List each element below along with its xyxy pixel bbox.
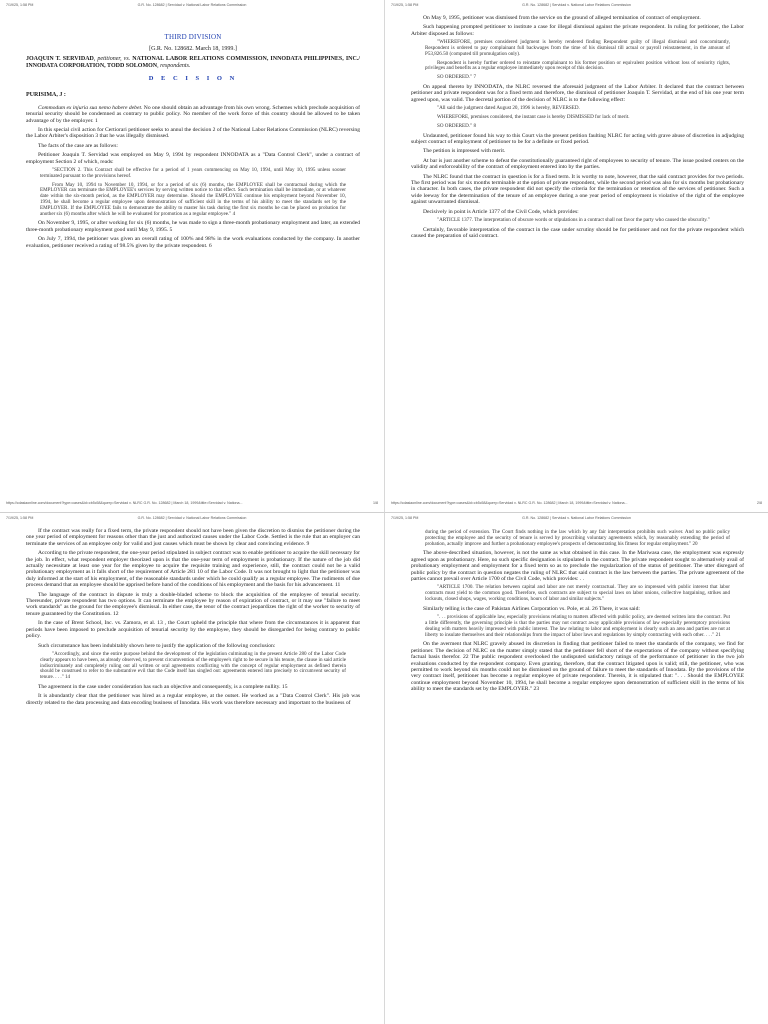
page-header bbox=[6, 516, 378, 524]
paragraph: According to the private respondent, the one-year period stipulated in subject contract was to enable petitioner to acquire the skill necessary for the job. In effect, what respondent employer theorized upon is that the one-year term of employment is probationary. If the nature of the job did actually necessitate at least one year for the employee to acquire the requisite training and experience, still, the contract could not be a valid probationary employment as it falls short of the requirement of Article 281 10 of the Labor Code. It was not brought to light that the petitioner was duly informed at the start of his employment, of the reasonable standards under which he could qualify as a regular employee. The rudiments of due process demand that an employee should be apprised before hand of the conditions of his employment and the basis for his advancement. 11 bbox=[26, 550, 360, 589]
paragraph: The facts of the case are as follows: bbox=[38, 142, 118, 149]
page-header bbox=[391, 516, 762, 524]
document-page-4 bbox=[384, 512, 768, 1024]
header-timestamp: 7/19/25, 1:58 PM bbox=[6, 3, 34, 7]
page-content bbox=[411, 528, 744, 1024]
page-footer bbox=[6, 501, 378, 509]
paragraph: If the contract was really for a fixed term, the private respondent should not have been given the discretion to dismiss the petitioner during the one year period of employment for reasons other than the just and authorized causes under the Labor Code. Settled is the rule that an employer can terminate the services of an employee only for valid and just causes which must be shown by clear and convincing evidence. 9 bbox=[26, 528, 360, 547]
block-quote: ". . . provisions of applicable law, especially provisions relating to matters affected with public policy, are deemed written into the contract. Put a little differently, the governing principle is that the parties may not contract away applicable provisions of law especially peremptory provisions dealing with matters heavily impressed with public interest. The law relating to labor and employment is clearly such an area and parties are not at liberty to insulate themselves and their relationships from the impact of labor laws and regulations by simply contracting with each other. . . ." 21 bbox=[425, 614, 730, 638]
block-quote: WHEREFORE, premises considered, the instant case is hereby DISMISSED for lack of merit. bbox=[437, 114, 630, 121]
paragraph: Undaunted, petitioner found his way to this Court via the present petition faulting NLRC for acting with grave abuse of discretion in adjudging subject contract of employment of petitioner to be for a definite or fixed period. bbox=[411, 132, 744, 146]
block-quote: From May 10, 1994 to November 10, 1994, or for a period of six (6) months, the EMPLOYEE shall be contractual during which the EMPLOYER can terminate the EMPLOYEE's services by serving written notice to that effect. Such termination shall be immediate, or at whatever date within the six-month period, as the EMPLOYER may determine. Should the EMPLOYEE continue his employment beyond November 10, 1994, he shall become a regular employee upon demonstration of sufficient skill in the terms of his ability to meet the standards set by the EMPLOYER. If the EMPLOYEE fails to demonstrate the ability to master his task during the first six months he can be placed on probation for another six (6) months after which he will be evaluated for promotion as a regular employee." 4 bbox=[40, 181, 346, 217]
paragraph: The language of the contract in dispute is truly a double-bladed scheme to block the acquisition of the employee of tenurial security. Thereunder, private respondent has two options. It can terminate the employee by reason of expiration of contract, or it may use "failure to meet work standards" as the ground for the employee's dismissal. In either case, the tenor of the contract jeopardizes the right of the worker to security of tenure guaranteed by the Constitution. 12 bbox=[26, 591, 360, 617]
paragraph: Certainly, favorable interpretation of the contract in the case under scrutiny should be for petitioner and not for the private respondent which caused the preparation of said contract. bbox=[411, 226, 744, 240]
block-quote: "SECTION 2. This Contract shall be effective for a period of 1 years commencing on May 10, 1994, until May 10, 1995 unless sooner terminated pursuant to the provisions hereof. bbox=[40, 167, 346, 179]
page-content bbox=[411, 15, 744, 498]
page-header bbox=[391, 3, 762, 11]
latin-maxim: Commodum ex injuria sua nemo habere debet. bbox=[38, 104, 143, 111]
paragraph: Commodum ex injuria sua nemo habere debet. No one should obtain an advantage from his own wrong. Schemes which preclude acquisition of tenurial security should be condemned as contrary to public policy. No member of the work force of this country should be allowed to be taken advantage of by the employer. 1 bbox=[26, 104, 360, 124]
paragraph: On appeal thereto by INNODATA, the NLRC reversed the aforesaid judgment of the Labor Arbiter. It declared that the contract between petitioner and private respondent was for a fixed term and therefore, the dismissal of petitioner Joaquin T. Servidad, at the end of his one year term agreed upon, was valid. The decretal portion of the decision of NLRC is to the following effect: bbox=[411, 84, 744, 103]
page-content bbox=[26, 15, 360, 498]
paragraph: Petitioner Joaquin T. Servidad was employed on May 9, 1994 by respondent INNODATA as a "Data Control Clerk", under a contract of employment Section 2 of which, reads: bbox=[26, 152, 360, 165]
ponente: PURISIMA, J : bbox=[26, 92, 66, 99]
block-quote: SO ORDERED." 7 bbox=[437, 74, 477, 81]
paragraph: In this special civil action for Certiorari petitioner seeks to annul the decision 2 of the National Labor Relations Commission (NLRC) reversing the Labor Arbiter's disposition 3 that he was illegally dismissed. bbox=[26, 127, 360, 140]
block-quote: during the period of extension. The Court finds nothing in the law which by any fair interpretation prohibits such waiver. And no public policy protecting the employee and the security of tenure is served by proscribing voluntary agreements which, by reasonably extending the period of probation, actually improve and further a probationary employee's prospects of demonstrating his fitness for regular employment." 20 bbox=[425, 529, 730, 547]
document-page-3 bbox=[0, 512, 384, 1024]
respondents-label: , respondents. bbox=[157, 63, 191, 70]
paragraph: Similarly telling is the case of Pakistan Airlines Corporation vs. Pole, et al. 26 There, it was said: bbox=[423, 605, 640, 612]
header-title: G.R. No. 128682 | Servidad v. National Labor Relations Commission bbox=[522, 516, 631, 520]
page-footer bbox=[391, 501, 762, 509]
header-title: G.R. No. 128682 | Servidad v. National Labor Relations Commission bbox=[522, 3, 631, 7]
block-quote: "ARTICLE 1377. The interpretation of obscure words or stipulations in a contract shall not favor the party who caused the obscurity." bbox=[437, 217, 710, 224]
document-page-2 bbox=[384, 0, 768, 512]
paragraph: On May 9, 1995, petitioner was dismissed from the service on the ground of alleged termination of contract of employment. bbox=[423, 15, 701, 21]
case-parties bbox=[26, 56, 360, 70]
paragraph: At bar is just another scheme to defeat the constitutionally guaranteed right of employees to security of tenure. The issue posited centers on the validity and enforceability of the contract of employment entered into by the parties. bbox=[411, 157, 744, 171]
block-quote: "ARTICLE 1700. The relation between capital and labor are not merely contractual. They are so impressed with public interest that labor contracts must yield to the common good. Therefore, such contracts are subject to special laws on labor unions, collective bargaining, strikes and lockouts, closed shops, wages, working conditions, hours of labor and similar subjects." bbox=[425, 584, 730, 603]
paragraph: Such circumstance has been indubitably shown here to justify the application of the following conclusion: bbox=[38, 642, 276, 649]
page-number: 1/8 bbox=[373, 501, 378, 505]
page-content bbox=[26, 528, 360, 1024]
paragraph: On July 7, 1994, the petitioner was given an overall rating of 100% and 98% in the work evaluations conducted by the company. In another evaluation, petitioner received a rating of 98.5% given by the private respondent. 6 bbox=[26, 236, 360, 249]
paragraph: Such happening prompted petitioner to institute a case for illegal dismissal against the private respondent. In ruling for petitioner, the Labor Arbiter disposed as follows: bbox=[411, 24, 744, 37]
header-timestamp: 7/19/25, 1:58 PM bbox=[391, 3, 419, 7]
block-quote: "All said the judgment dated August 20, 1996 is hereby, REVERSED. bbox=[437, 105, 580, 112]
paragraph: The agreement in the case under consideration has such an objective and consequently, is a complete nullity. 15 bbox=[38, 683, 288, 690]
paragraph: It is abundantly clear that the petitioner was hired as a regular employee, at the outset. He worked as a "Data Control Clerk". His job was directly related to the data processing and data encoding business of Innodata. His work was therefore necessary and important to the business of bbox=[26, 693, 360, 706]
page-number: 2/8 bbox=[757, 501, 762, 505]
block-quote: Respondent is hereby further ordered to reinstate complainant to his former position or equivalent position without loss of seniority rights, privileges and benefits as a regular employee immediately upon receipt of this decision. bbox=[425, 59, 730, 72]
header-timestamp: 7/19/25, 1:58 PM bbox=[6, 516, 34, 520]
header-timestamp: 7/19/25, 1:58 PM bbox=[391, 516, 419, 520]
petitioner-name: JOAQUIN T. SERVIDAD bbox=[26, 56, 94, 63]
block-quote: "WHEREFORE, premises considered judgment is hereby rendered finding Respondent guilty of illegal dismissal and concomitantly, Respondent is ordered to pay complainant full backwages from the time of his dismissal till actual or payroll reinstatement, in the amount of P53,826.50 (computed till promulgation only). bbox=[425, 39, 730, 57]
paragraph: On the averment that NLRC gravely abused its discretion in finding that petitioner failed to meet the standards of the company, we find for petitioner. The decision of NLRC on the matter simply stated that the petitioner fell short of the expectations of the company without specifying factual basis therefor. 22 The public respondent overlooked the undisputed satisfactory ratings of the performance of petitioner in the two job evaluations conducted by the respondent company. Even granting, therefore, that the contract litigated upon is valid; still, the petitioner, who was permitted to work beyond six months could not be dismissed on the ground of failure to meet the standards of Innodata. By the provisions of the very contract itself, petitioner has become a regular employee of private respondent. Therein, it is stipulated that: ". . . Should the EMPLOYEE continue employment beyond November 10, 1994, he shall become a regular employee upon demonstration of sufficient skill in the terms of his ability to meet the standards set by the EMPLOYER." 23 bbox=[411, 641, 744, 693]
paragraph: The NLRC found that the contract in question is for a fixed term. It is worthy to note, however, that the said contract provides for two periods. The first period was for six months terminable at the option of private respondent, while the second period was also for six months but probationary in character. In both cases, the private respondent did not specify the criteria for the termination or retention of the services of petitioner. Such a wide leeway for the determination of the tenure of an employee during a one year period of employment is violative of the right of the employee against unwarranted dismissal. bbox=[411, 173, 744, 206]
header-title: G.R. No. 128682 | Servidad v. National Labor Relations Commission bbox=[137, 3, 247, 7]
paragraph: The petition is impressed with merit. bbox=[423, 148, 506, 155]
respondent-names: NATIONAL LABOR RELATIONS COMMISSION, INNODATA PHILIPPINES, INC./ INNODATA CORPORATION, TODD SOLOMON bbox=[26, 56, 360, 70]
footer-url[interactable]: https://cdasiaonline.com/document?type=cases&id=cb5c58&query=Servidad v. NLRC G.R. No. 128682 | March 18, 1999&title=Servidad v. Nationa... bbox=[6, 501, 243, 505]
block-quote: "Accordingly, and since the entire purpose behind the development of the legislation culminating in the present Article 280 of the Labor Code clearly appears to have been, as already observed, to prevent circumvention of the employee's right to be secure in his tenure, the clause in said article indiscriminately and completely ruling out all written or oral agreements conflicting with the concept of regular employment as defined therein should be construed to refer to the substantive evil that the Code itself has singled out: agreements entered into precisely to circumvent security of tenure. . . ." 14 bbox=[40, 650, 346, 681]
paragraph: The above-described situation, however, is not the same as what obtained in this case. In the Mariwasa case, the employment was expressly agreed upon as probationary. Here, no such specific designation is stipulated in the contract. The private respondent sought to alternatively avail of probationary employment and employment for a fixed term so as to preclude the regularization of the status of petitioner. The utter disregard of public policy by the contract in question negates the ruling of NLRC that said contract is the law between the parties. The private agreement of the parties cannot prevail over Article 1700 of the Civil Code, which provides: . . bbox=[411, 550, 744, 583]
footer-url[interactable]: https://cdasiaonline.com/document?type=cases&id=cb5c58&query=Servidad v. NLRC G.R. No. 128682 | March 18, 1999&title=Servidad v. Nationa... bbox=[391, 501, 628, 505]
decision-heading: D E C I S I O N bbox=[148, 75, 238, 82]
header-title: G.R. No. 128682 | Servidad v. National Labor Relations Commission bbox=[137, 516, 247, 520]
document-page-1 bbox=[0, 0, 384, 512]
block-quote: SO ORDERED." 8 bbox=[437, 122, 477, 129]
paragraph: On November 9, 1995, or after working for six (6) months, he was made to sign a three-month probationary employment and later, an extended three-month probationary employment good until May 9, 1995. 5 bbox=[26, 220, 360, 233]
petitioner-label: , petitioner, vs. bbox=[93, 56, 133, 63]
page-header bbox=[6, 3, 378, 11]
paragraph: Decisively in point is Article 1377 of the Civil Code, which provides: bbox=[423, 208, 579, 215]
paragraph: In the case of Brent School, Inc. vs. Zamora, et al. 13 , the Court upheld the principle that where from the circumstances it is apparent that periods have been imposed to preclude acquisition of tenurial security by the employee, they should be disregarded for being contrary to public policy. bbox=[26, 620, 360, 640]
case-number: [G.R. No. 128682. March 18, 1999.] bbox=[149, 46, 237, 52]
division-heading: THIRD DIVISION bbox=[164, 33, 222, 41]
